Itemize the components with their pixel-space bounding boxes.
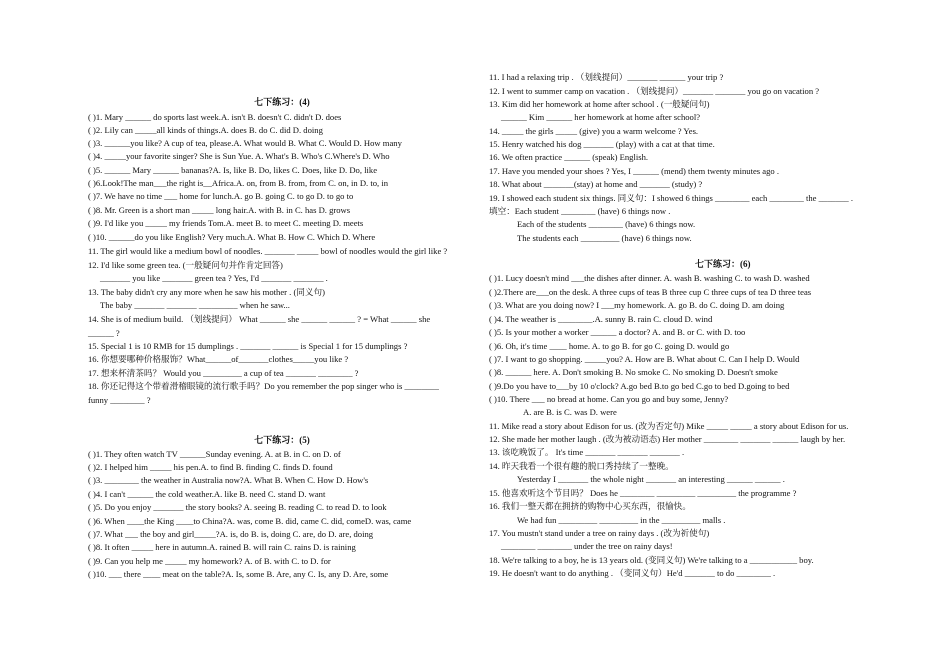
list-item: 11. I had a relaxing trip . （划线提问）_______ ______ your trip ? — [489, 72, 724, 82]
list-item: ( )4. I can't ______ the cold weather.A. like B. need C. stand D. want — [88, 489, 326, 499]
list-item: 12. I went to summer camp on vacation . （划线提问）_______ _______ you go on vacation ? — [489, 86, 820, 96]
list-item: ( )10. ___ there ____ meat on the table?A. Is, some B. Are, any C. Is, any D. Are, some — [88, 569, 389, 579]
list-item: The baby _______ _______ _________ when he saw... — [100, 300, 290, 310]
list-item: ( )4. The weather is ________.A. sunny B. rain C. cloud D. wind — [489, 314, 713, 324]
list-item: ( )7. What ___ the boy and girl_____?A. is, do B. is, doing C. are, do D. are, doing — [88, 529, 374, 539]
list-item: 14. She is of medium build. （划线提问） What ______ she ______ ______ ? = What ______ she — [88, 314, 431, 324]
list-item: ________ ________ under the tree on rainy days! — [501, 541, 673, 551]
list-item: ( )3. ________ the weather in Australia now?A. What B. When C. How D. How's — [88, 475, 369, 485]
list-item: 19. He doesn't want to do anything . （变同义句）He'd _______ to do ________ . — [489, 568, 776, 578]
list-item: ( )10. ______do you like English? Very much.A. What B. How C. Which D. Where — [88, 232, 376, 242]
list-item: ( )9. I'd like you _____ my friends Tom.A. meet B. to meet C. meeting D. meets — [88, 218, 364, 228]
list-item: ______ ? — [88, 328, 120, 338]
list-item: ( )5. ______ Mary ______ bananas?A. Is, like B. Do, likes C. Does, like D. Do, like — [88, 165, 378, 175]
list-item: ( )1. Lucy doesn't mind ___the dishes after dinner. A. wash B. washing C. to wash D. washed — [489, 273, 810, 283]
list-item: ( )5. Do you enjoy _______ the story books? A. seeing B. reading C. to read D. to look — [88, 502, 387, 512]
list-item: ( )9. Can you help me _____ my homework? A. of B. with C. to D. for — [88, 556, 331, 566]
list-item: ( )6.Look!The man___the right is__Africa.A. on, from B. from, from C. on, in D. to, in — [88, 178, 389, 188]
list-item: ( )6. When ____the King ____to China?A. was, come B. did, came C. did, comeD. was, came — [88, 516, 412, 526]
list-item: ( )3. ______you like? A cup of tea, please.A. What would B. What C. Would D. How many — [88, 138, 402, 148]
list-item: ( )2.There are___on the desk. A three cups of teas B three cup C three cups of tea D three teas — [489, 287, 812, 297]
list-item: ( )2. I helped him _____ his pen.A. to find B. finding C. finds D. found — [88, 462, 333, 472]
list-item: 17. Have you mended your shoes ? Yes, I ______ (mend) them twenty minutes ago . — [489, 166, 779, 176]
list-item: 14. 昨天我看一个很有趣的脱口秀持续了一整晚。 — [489, 461, 674, 471]
list-item: ( )2. Lily can _____all kinds of things.A. does B. do C. did D. doing — [88, 125, 323, 135]
list-item: ( )3. What are you doing now? I ___my homework. A. go B. do C. doing D. am doing — [489, 300, 785, 310]
list-item: 13. 该吃晚饭了。 It's time _______ _______ _______ . — [489, 447, 685, 457]
list-item: ( )7. I want to go shopping. _____you? A. How are B. What about C. Can I help D. Would — [489, 354, 800, 364]
list-item: ( )9.Do you have to___by 10 o'clock? A.go bed B.to go bed C.go to bed D.going to bed — [489, 381, 790, 391]
section-6-title: 七下练习：(6) — [695, 259, 751, 269]
list-item: 18. What about _______(stay) at home and _______ (study) ? — [489, 179, 703, 189]
list-item: _______ you like _______ green tea ? Yes, I'd _______ _______ . — [100, 273, 328, 283]
list-item: ( )6. Oh, it's time ____ home. A. to go B. for go C. going D. would go — [489, 341, 730, 351]
list-item: 15. Henry watched his dog _______ (play) with a cat at that time. — [489, 139, 715, 149]
list-item: ( )7. We have no time ___ home for lunch.A. go B. going C. to go D. to go to — [88, 191, 354, 201]
list-item: A. are B. is C. was D. were — [523, 407, 617, 417]
list-item: ______ Kim ______ her homework at home after school? — [501, 112, 701, 122]
list-item: 13. The baby didn't cry any more when he saw his mother . (同义句) — [88, 287, 325, 297]
list-item: ( )5. Is your mother a worker ______ a doctor? A. and B. or C. with D. too — [489, 327, 746, 337]
list-item: ( )8. It often _____ here in autumn.A. rained B. will rain C. rains D. is raining — [88, 542, 356, 552]
list-item: 填空：Each student ________ (have) 6 things now . — [489, 206, 671, 216]
list-item: 15. 他喜欢听这个节目吗？ Does he ________ _________ _________ the programme ? — [489, 488, 797, 498]
list-item: The students each _________ (have) 6 things now. — [517, 233, 692, 243]
list-item: 15. Special 1 is 10 RMB for 15 dumplings . _______ ______ is Special 1 for 15 dumplings ? — [88, 341, 408, 351]
list-item: 17. 想来杯清茶吗？ Would you _________ a cup of tea _______ ________ ? — [88, 368, 359, 378]
list-item: 12. I'd like some green tea. (一般疑问句并作肯定回答) — [88, 260, 283, 270]
list-item: ( )8. ______ here. A. Don't smoking B. No smoke C. No smoking D. Doesn't smoke — [489, 367, 778, 377]
list-item: Yesterday I _______ the whole night _______ an interesting ______ ______ . — [517, 474, 785, 484]
list-item: ( )10. There ___ no bread at home. Can you go and buy some, Jenny? — [489, 394, 729, 404]
list-item: ( )1. They often watch TV ______Sunday evening. A. at B. in C. on D. of — [88, 449, 341, 459]
list-item: ( )4. _____your favorite singer? She is Sun Yue. A. What's B. Who's C.Where's D. Who — [88, 151, 390, 161]
list-item: 11. Mike read a story about Edison for us. (改为否定句) Mike _____ _____ a story about Edison for us. — [489, 421, 849, 431]
list-item: 12. She made her mother laugh . (改为被动语态) Her mother ________ _______ ______ laugh by her. — [489, 434, 846, 444]
list-item: 16. 你想要哪种价格服饰？What______of_______clothes_____you like ? — [88, 354, 349, 364]
list-item: 16. 我们一整天都在拥挤的购物中心买东西，很愉快。 — [489, 501, 691, 511]
list-item: funny ________ ? — [88, 395, 151, 405]
list-item: 19. I showed each student six things. 同义句：I showed 6 things ________ each ________ the _______ . — [489, 193, 854, 203]
list-item: Each of the students ________ (have) 6 things now. — [517, 219, 696, 229]
list-item: ( )1. Mary ______ do sports last week.A. isn't B. doesn't C. didn't D. does — [88, 112, 342, 122]
list-item: 16. We often practice ______ (speak) English. — [489, 152, 649, 162]
list-item: 18. We're talking to a boy, he is 13 years old. (变同义句) We're talking to a ___________ boy. — [489, 555, 814, 565]
list-item: 14. _____ the girls _____ (give) you a warm welcome ? Yes. — [489, 126, 699, 136]
list-item: We had fun _________ _________ in the _________ malls . — [517, 515, 726, 525]
list-item: ( )8. Mr. Green is a short man _____ long hair.A. with B. in C. has D. grows — [88, 205, 351, 215]
list-item: 11. The girl would like a medium bowl of noodles. _______ _____ bowl of noodles would the girl like ? — [88, 246, 448, 256]
section-4-title: 七下练习：(4) — [254, 97, 310, 107]
section-5-title: 七下练习：(5) — [254, 435, 310, 445]
list-item: 13. Kim did her homework at home after school . (一般疑问句) — [489, 99, 710, 109]
list-item: 17. You mustn't stand under a tree on rainy days . (改为祈使句) — [489, 528, 710, 538]
list-item: 18. 你还记得这个带着滑稽眼镜的流行歌手吗？Do you remember the pop singer who is ________ — [88, 381, 439, 391]
